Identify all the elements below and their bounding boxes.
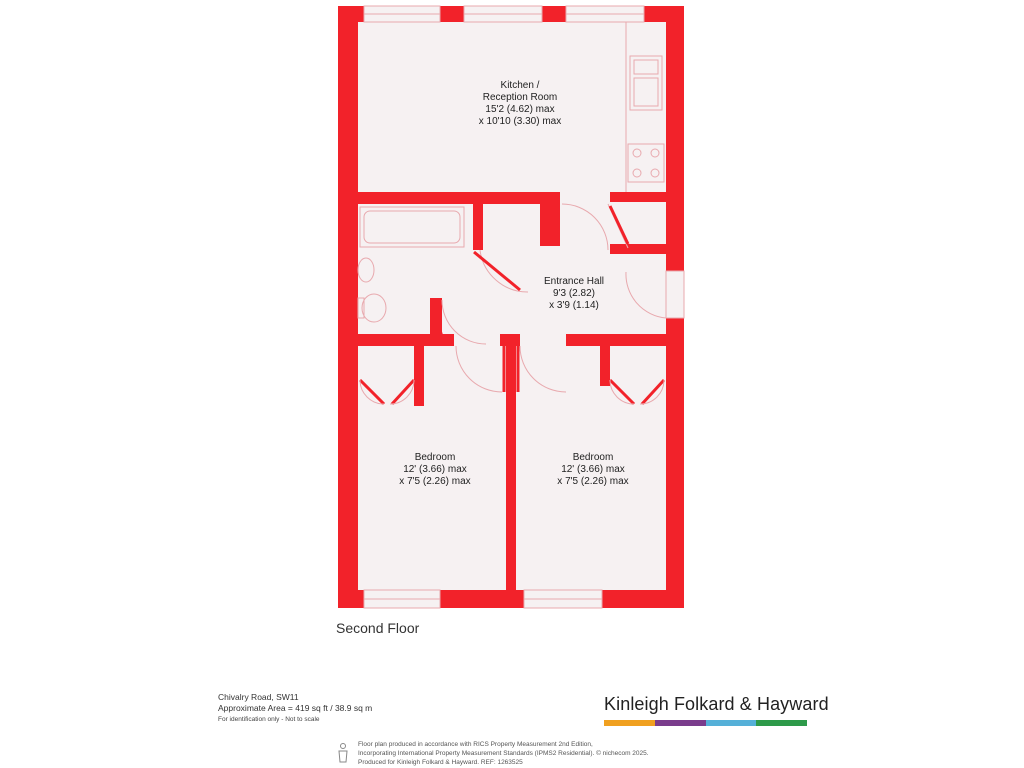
area-line: Approximate Area = 419 sq ft / 38.9 sq m [218, 703, 373, 713]
wall-right-upper [666, 6, 684, 271]
disclaimer [358, 740, 649, 767]
brand-bar-segment [756, 720, 807, 726]
scale-note: For identification only - Not to scale [218, 716, 320, 723]
address-line: Chivalry Road, SW11 [218, 692, 299, 702]
brand-color-bar [604, 720, 807, 726]
brand-name: Kinleigh Folkard & Hayward [604, 694, 829, 714]
room-dimension: x 10'10 (3.30) max [478, 116, 562, 127]
wall-cupboard-lower [610, 244, 666, 254]
room-dimension: x 7'5 (2.26) max [399, 476, 471, 487]
room-dimension: x 3'9 (1.14) [549, 300, 599, 311]
wall-kitchen-cupboard [610, 192, 666, 202]
wall-bedrooms-top-right [566, 334, 666, 346]
room-name: Bedroom [572, 452, 614, 463]
entrance-door-frame [666, 271, 684, 318]
brand-bar-segment [706, 720, 757, 726]
room-name: Bedroom [414, 452, 456, 463]
room-dimension: x 7'5 (2.26) max [557, 476, 629, 487]
wall-bath-right [473, 204, 483, 250]
brand-bar-segment [604, 720, 655, 726]
room-dimension: 15'2 (4.62) max [485, 104, 555, 115]
disclaimer-line: Produced for Kinleigh Folkard & Hayward. REF: 1263525 [358, 759, 523, 766]
room-label-bedroom-right [528, 452, 658, 488]
info-person-icon [336, 742, 350, 764]
room-name: Entrance Hall [543, 276, 605, 287]
room-name-2: Reception Room [482, 92, 558, 103]
wall-bath-stub [540, 204, 560, 246]
wall-right-lower [666, 318, 684, 608]
room-label-hall [514, 276, 634, 312]
property-address-block [218, 692, 372, 725]
disclaimer-line: Floor plan produced in accordance with RICS Property Measurement 2nd Edition, [358, 741, 593, 748]
wall-kitchen-bath [358, 192, 560, 204]
room-dimension: 12' (3.66) max [403, 464, 467, 475]
disclaimer-line: Incorporating International Property Measurement Standards (IPMS2 Residential). © nichecom 2025. [358, 750, 649, 757]
room-dimension: 12' (3.66) max [561, 464, 625, 475]
brand-bar-segment [655, 720, 706, 726]
room-label-bedroom-left [370, 452, 500, 488]
wall-left [338, 6, 358, 608]
floor-label: Second Floor [336, 620, 420, 636]
room-name: Kitchen / [500, 80, 540, 91]
wall-bedroom-divider [506, 340, 516, 590]
room-label-kitchen [440, 80, 600, 128]
wall-bedrooms-top-left [358, 334, 454, 346]
wall-wardrobe-right-a [600, 346, 610, 386]
wall-wardrobe-left-b [414, 346, 424, 406]
room-dimension: 9'3 (2.82) [553, 288, 595, 299]
